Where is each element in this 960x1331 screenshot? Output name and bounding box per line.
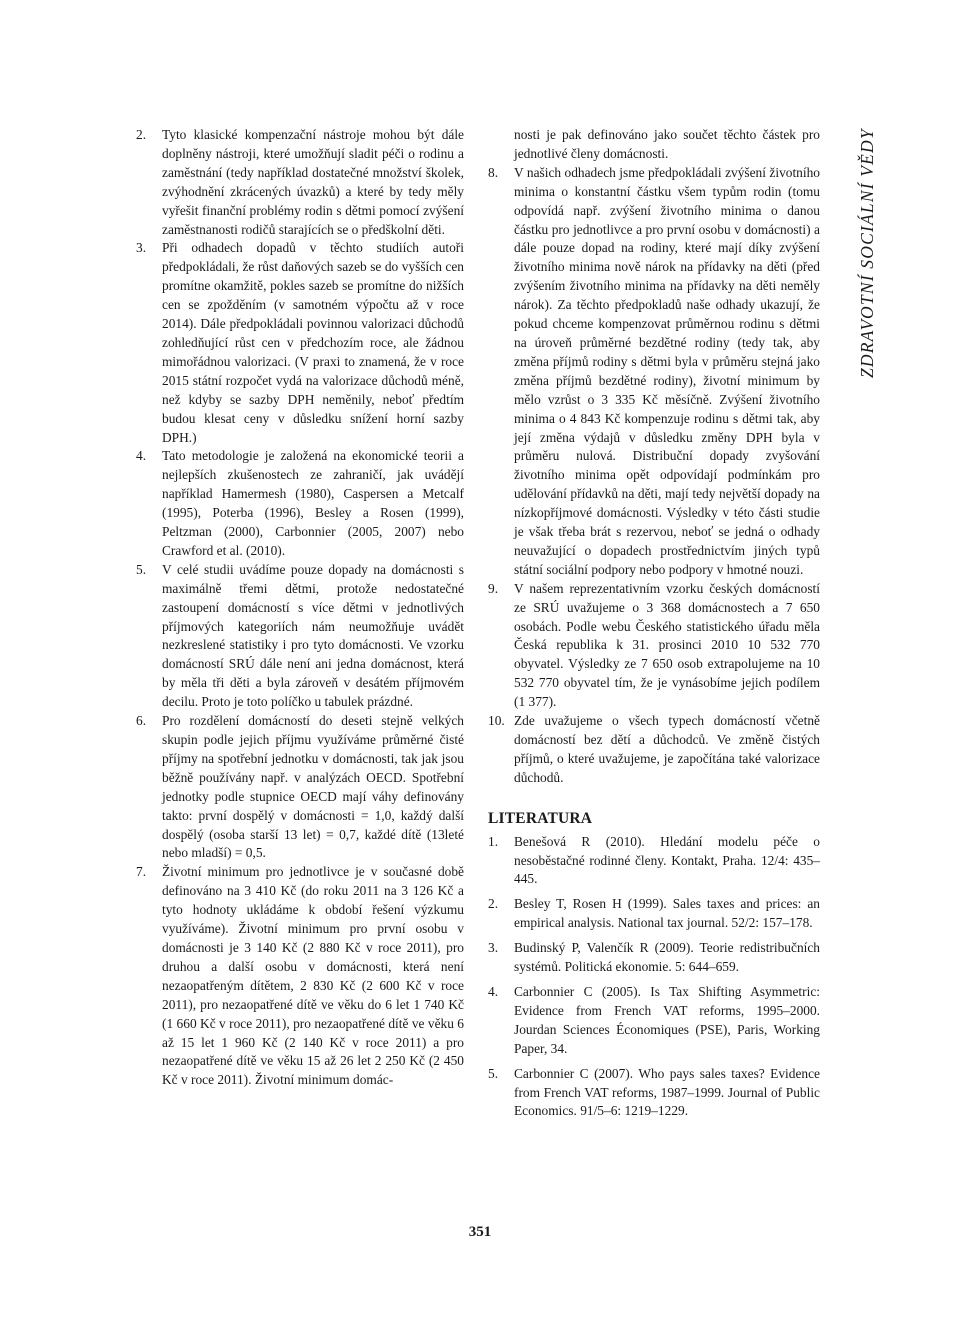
- reference-item: [488, 983, 820, 1059]
- note-text: V našem reprezentativním vzorku českých domácností ze SRÚ uvažujeme o 3 368 domácnostech a 7 650 osobách. Podle webu Českého statistického úřadu měla Česká republika k 31. prosinci 2010 10 532 770 obyvatel. Výsledky ze 7 650 osob extrapolujeme na 10 532 770 obyvatel tím, že je vynásobíme jejich podílem (1 377).: [514, 580, 820, 710]
- note-number: 4.: [136, 448, 147, 464]
- reference-number: 3.: [488, 940, 499, 956]
- reference-text: Benešová R (2010). Hledání modelu péče o nesoběstačné rodinné členy. Kontakt, Praha. 12/4: 435–445.: [514, 833, 820, 887]
- note-text: V celé studii uvádíme pouze dopady na domácnosti s maximálně třemi dětmi, protože nedostatečné zastoupení domácností s více dětmi v jednotlivých příjmových kategoriích nám neumožňuje uvádět nezkreslené statistiky i pro tyto domácnosti. Ve vzorku domácností SRÚ dále není ani jedna domácnost, která by měla tři děti a byla zároveň v desátém příjmovém decilu. Proto je toto políčko u tabulek prázdné.: [162, 561, 464, 710]
- note-item: [488, 580, 820, 712]
- note-text: Životní minimum pro jednotlivce je v současné době definováno na 3 410 Kč (do roku 2011 na 3 126 Kč a tyto hodnoty ukládáme k období řešení výzkumu využíváme). Životní minimum pro první osobu v domácnosti je 3 140 Kč (2 880 Kč v roce 2011), pro druhou a další osobu v domácnosti, která není nezaopatřeným dítětem, 2 830 Kč (2 600 Kč v roce 2011), pro nezaopatřené dítě ve věku do 6 let 1 740 Kč (1 660 Kč v roce 2011), pro nezaopatřené dítě ve věku 6 až 15 let 1 960 Kč (2 140 Kč v roce 2011) a pro nezaopatřené dítě ve věku 15 až 26 let 2 250 Kč (2 450 Kč v roce 2011). Životní minimum domác-: [162, 864, 464, 1088]
- note-text: Pro rozdělení domácností do deseti stejně velkých skupin podle jejich příjmu využíváme průměrné čisté příjmy na spotřební jednotku v domácnosti, tak jak jsou běžně používány např. v analýzách OECD. Spotřební jednotky podle stupnice OECD mají váhy definovány takto: první dospělý v domácnosti = 1,0, každý další dospělý (osoba starší 13 let) = 0,7, každé dítě (13leté nebo mladší) = 0,5.: [162, 713, 464, 861]
- reference-text: Carbonnier C (2007). Who pays sales taxes? Evidence from French VAT reforms, 1987–1999. Journal of Public Economics. 91/5–6: 1219–1229.: [514, 1065, 820, 1119]
- note-text: Při odhadech dopadů v těchto studiích autoři předpokládali, že růst daňových sazeb se do vyšších cen promítne okamžitě, pokles sazeb se promítne do nižších cen se zpožděním (v samotném výpočtu až v roce 2014). Dále předpokládali povinnou valorizaci důchodů zohledňující růst cen v předchozím roce, ale žádnou mimořádnou valorizaci. (V praxi to znamená, že v roce 2015 státní rozpočet vydá na valorizace důchodů méně, než kdyby se sazby DPH neměnily, neboť předtím budou klesat ceny v důsledku snížení horní sazby DPH.): [162, 240, 464, 445]
- note-text: Zde uvažujeme o všech typech domácností včetně domácností bez dětí a důchodců. Ve změně čistých příjmů, o které uvažujeme, je započítána také valorizace důchodů.: [514, 713, 820, 785]
- note-item: [136, 447, 464, 560]
- note-number: 6.: [136, 713, 147, 729]
- note-item: [136, 126, 464, 239]
- reference-item: [488, 1065, 820, 1122]
- note-number: 10.: [488, 713, 505, 729]
- note-item: [136, 712, 464, 863]
- note-number: 3.: [136, 240, 147, 256]
- journal-title-sidebar: [852, 128, 886, 378]
- note-item: [488, 164, 820, 580]
- reference-number: 5.: [488, 1065, 499, 1081]
- note-text: Tato metodologie je založená na ekonomické teorii a nejlepších zkušenostech ze zahraničí, jak uvádějí například Hamermesh (1980), Caspersen a Metcalf (1995), Poterba (1996), Besley a Rosen (1999), Peltzman (2000), Carbonnier (2005, 2007) nebo Crawford et al. (2010).: [162, 448, 464, 558]
- note-item: [136, 239, 464, 447]
- references-list: [488, 833, 820, 1122]
- note-item: [136, 561, 464, 712]
- journal-title: ZDRAVOTNÍ SOCIÁLNÍ VĚDY: [857, 128, 877, 378]
- left-column: [136, 126, 464, 1090]
- reference-text: Besley T, Rosen H (1999). Sales taxes and prices: an empirical analysis. National tax journal. 52/2: 157–178.: [514, 896, 820, 931]
- reference-text: Budinský P, Valenčík R (2009). Teorie redistribučních systémů. Politická ekonomie. 5: 644–659.: [514, 940, 820, 975]
- reference-item: [488, 833, 820, 890]
- reference-item: [488, 895, 820, 933]
- reference-text: Carbonnier C (2005). Is Tax Shifting Asymmetric: Evidence from French VAT reforms, 1995–2000. Jourdan Sciences Économiques (PSE), Paris, Working Paper, 34.: [514, 983, 820, 1056]
- note-item: [488, 712, 820, 788]
- notes-list-right: [488, 164, 820, 788]
- note-continuation: nosti je pak definováno jako součet těchto částek pro jednotlivé členy domácnosti.: [514, 127, 820, 161]
- note-item: [136, 863, 464, 1090]
- note-number: 9.: [488, 580, 499, 596]
- note-text: Tyto klasické kompenzační nástroje mohou být dále doplněny nástroji, které umožňují sladit péči o rodinu a zaměstnání (tedy například dostatečné množství školek, zvýhodnění zkrácených úvazků) a které by tedy měly vyřešit finanční problémy rodin s dětmi pomocí zvýšení zaměstnanosti rodičů starajících se o předškolní děti.: [162, 127, 464, 237]
- references-heading: LITERATURA: [488, 809, 593, 827]
- notes-list-left: [136, 126, 464, 1090]
- right-column: [488, 126, 820, 1127]
- reference-number: 1.: [488, 833, 499, 849]
- note-number: 2.: [136, 127, 147, 142]
- note-text: V našich odhadech jsme předpokládali zvýšení životního minima o konstantní částku všem typům rodin (tomu odpovídá např. zvýšení životního minima o danou částku pro jednotlivce a pro první osobu v domácnosti) a dále pouze dopad na rodiny, které mají díky zvýšení životního minima nově nárok na přídavky na děti (před zvýšením životního minima na přídavky na děti neměly nárok). Za těchto předpokladů naše odhady ukazují, že pokud chceme kompenzovat průměrnou rodinu s dětmi na úroveň průměrné bezdětné rodiny (tedy tak, aby změna příjmů rodiny s dětmi byla v průměru stejná jako změna příjmů bezdětné rodiny), životní minimum by mělo vzrůst o 3 335 Kč měsíčně. Zvýšení životního minima o 4 843 Kč kompenzuje rodinu s dětmi tak, aby její změna výdajů v důsledku změny DPH byla v průměru nulová. Distribuční dopady zvyšování životního minima opět odpovídají podmínkám pro udělování přídavků na děti, mají tedy největší dopady na nízkopříjmové domácnosti. Výsledky v této části studie je však třeba brát s rezervou, neboť se jedná o odhady neuvažující o dopadech prostřednictvím jiných typů státní sociální podpory nebo podpory v hmotné nouzi.: [514, 164, 820, 577]
- note-number: 7.: [136, 864, 147, 880]
- page-number: 351: [468, 1224, 492, 1240]
- note-number: 5.: [136, 561, 147, 577]
- reference-number: 4.: [488, 983, 499, 999]
- reference-item: [488, 939, 820, 977]
- reference-number: 2.: [488, 896, 499, 912]
- note-number: 8.: [488, 164, 499, 180]
